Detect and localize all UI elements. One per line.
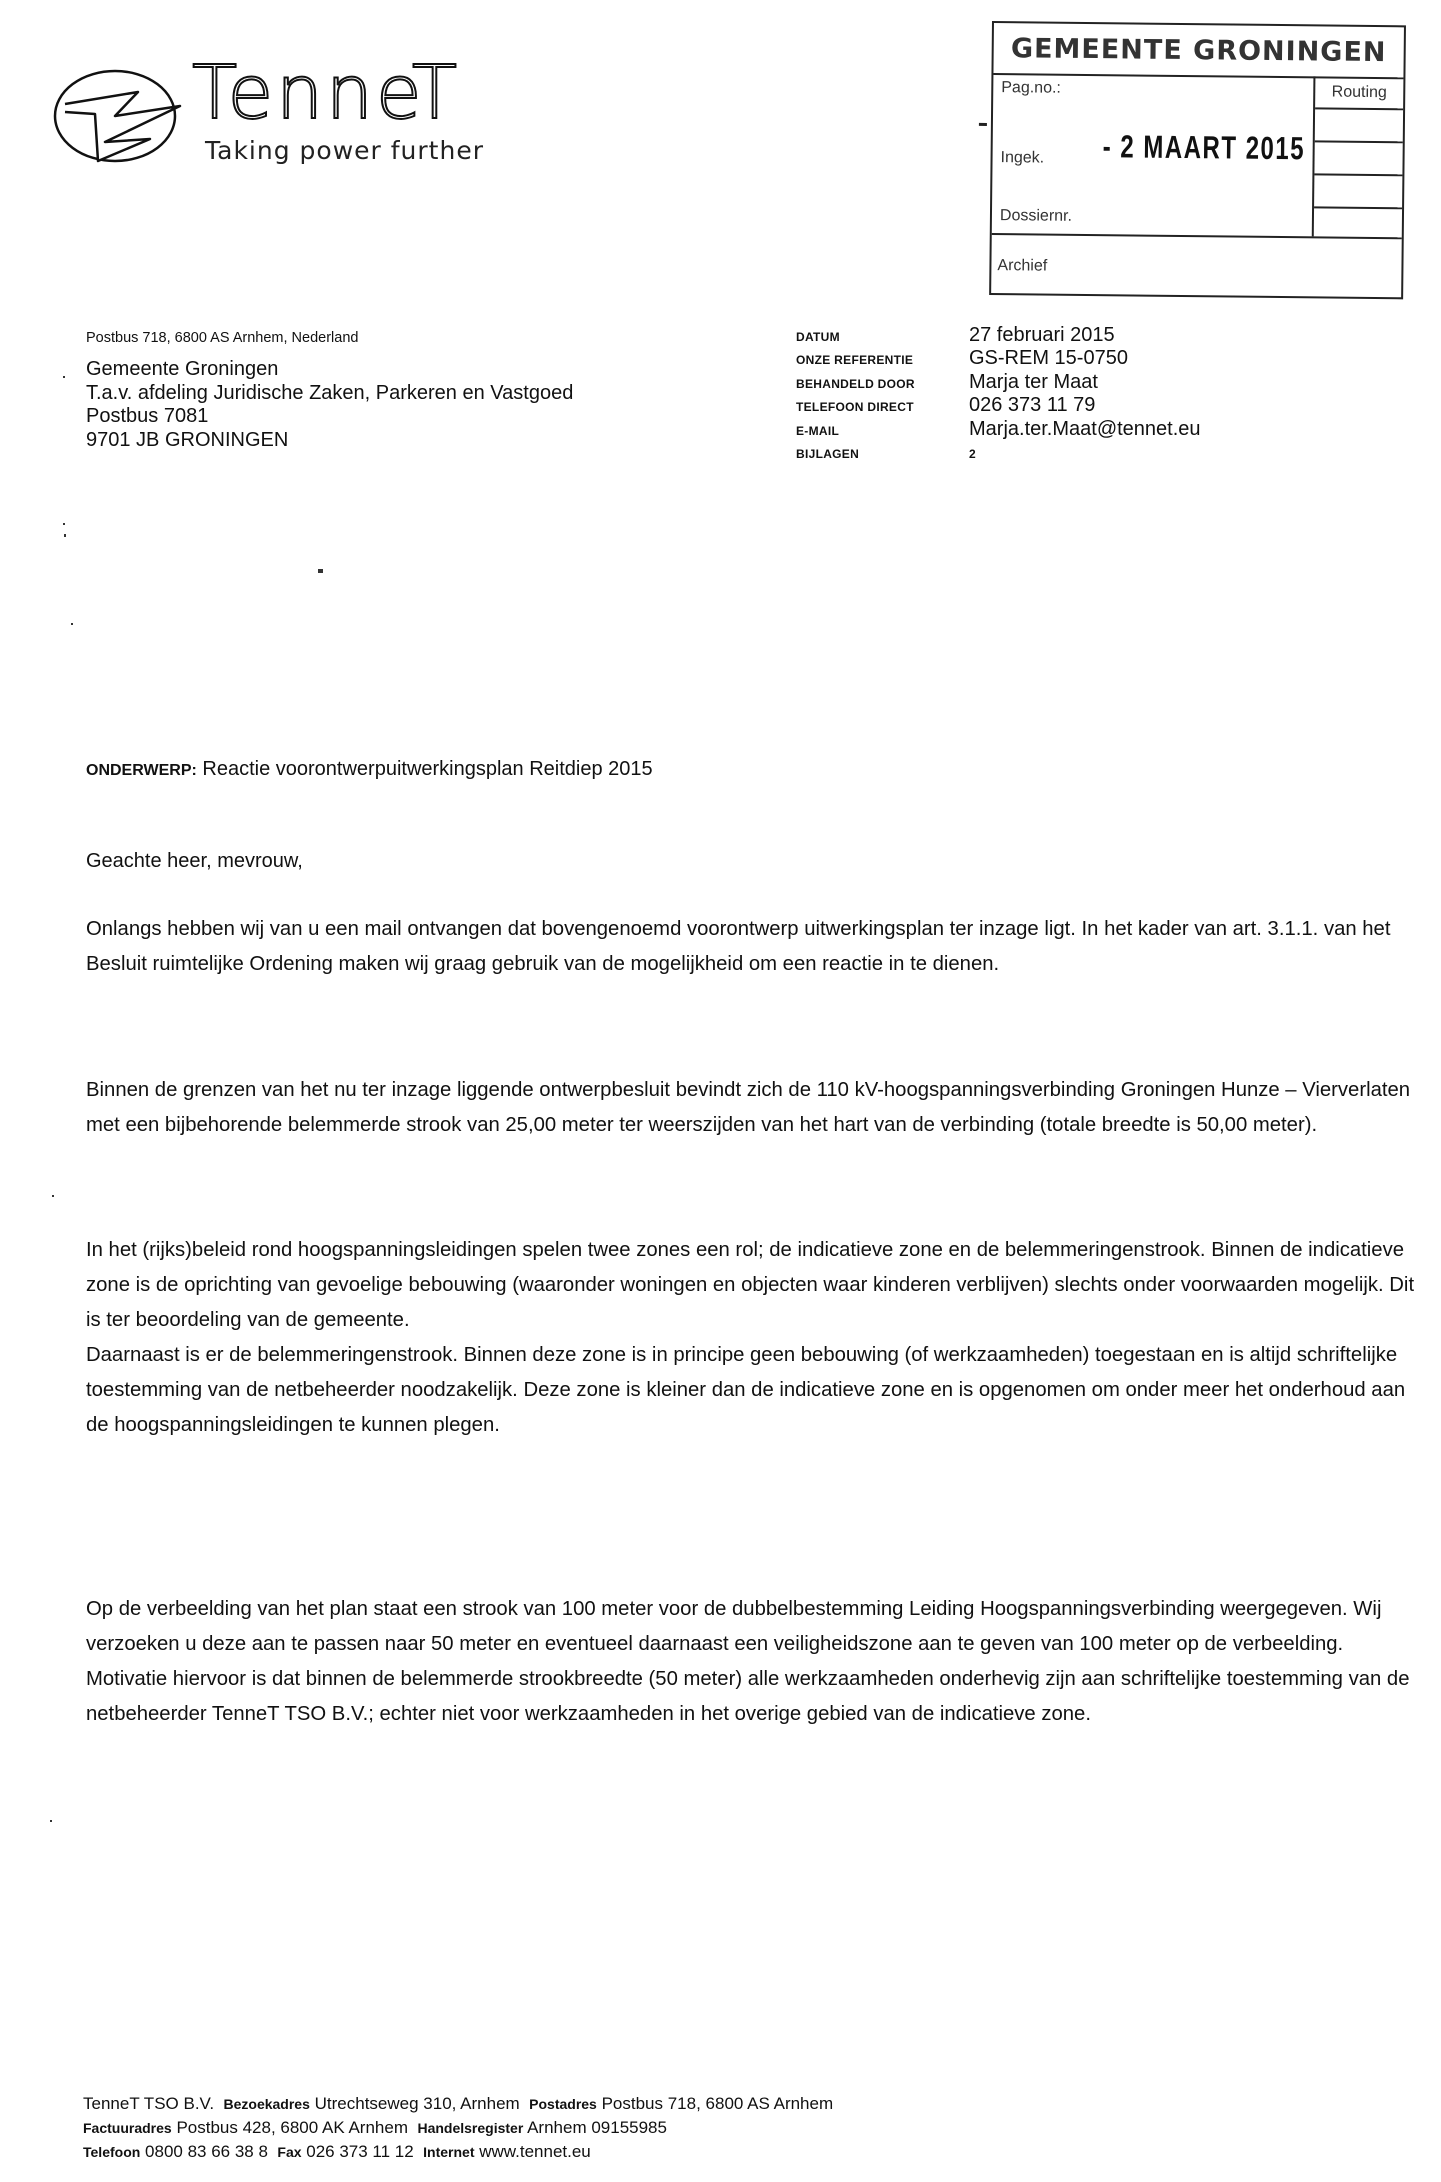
stamp-routing-cell (1315, 109, 1403, 143)
meta-key: BIJLAGEN (796, 447, 860, 461)
subject-text: Reactie voorontwerpuitwerkingsplan Reitdiep 2015 (202, 758, 653, 780)
stamp-routing-cell (1314, 208, 1402, 240)
meta-key: DATUM (796, 329, 840, 344)
footer-registry-value: Arnhem 09155985 (527, 2118, 667, 2137)
footer-line-1 (83, 2092, 833, 2116)
received-stamp (989, 21, 1406, 299)
stamp-routing-column (1314, 76, 1404, 237)
meta-key: ONZE REFERENTIE (796, 353, 914, 367)
footer-web-label: Internet (423, 2144, 475, 2160)
footer-phone-value: 0800 83 66 38 8 (145, 2142, 268, 2161)
body-paragraph-2 (86, 1073, 1426, 1143)
meta-value: Marja ter Maat (969, 370, 1098, 393)
body-paragraph-3 (86, 1233, 1426, 1443)
stamp-routing-label: Routing (1315, 76, 1403, 110)
meta-row-phone (796, 394, 1201, 418)
paragraph-text: Motivatie hiervoor is dat binnen de belemmerde strookbreedte (50 meter) alle werkzaamheden onderhevig zijn aan schriftelijke toestemming van de netbeheerder TenneT TSO B.V.; echter niet voor werkzaamheden in het overige gebied van de indicatieve zone. (86, 1668, 1410, 1725)
meta-value: 27 februari 2015 (969, 323, 1115, 346)
scan-speck (63, 376, 65, 378)
recipient-line: T.a.v. afdeling Juridische Zaken, Parkeren en Vastgoed (86, 381, 574, 404)
paragraph-text: Onlangs hebben wij van u een mail ontvangen dat bovengenoemd voorontwerp uitwerkingsplan ter inzage ligt. In het kader van art. 3.1.1. van het Besluit ruimtelijke Ordening maken wij graag gebruik van de mogelijkheid om een reactie in te dienen. (86, 918, 1391, 975)
footer-post-label: Postadres (529, 2096, 597, 2112)
scan-speck (318, 569, 323, 573)
meta-value: 026 373 11 79 (969, 394, 1096, 416)
footer-registry-label: Handelsregister (417, 2120, 524, 2136)
recipient-line: 9701 JB GRONINGEN (86, 428, 289, 451)
meta-key: TELEFOON DIRECT (796, 400, 914, 414)
tennet-lightning-icon (50, 64, 190, 164)
stamp-title: GEMEENTE GRONINGEN (993, 23, 1404, 79)
scan-speck (71, 623, 73, 625)
salutation: Geachte heer, mevrouw, (86, 850, 303, 872)
body-paragraph-4 (86, 1592, 1426, 1732)
tennet-logo (50, 50, 500, 170)
logo-tagline: Taking power further (205, 136, 484, 165)
scan-speck (50, 1820, 52, 1822)
body-paragraph-1 (86, 912, 1426, 982)
meta-key: E-MAIL (796, 423, 840, 438)
subject-line (86, 758, 653, 781)
meta-key: BEHANDELD DOOR (796, 376, 915, 391)
paragraph-text: In het (rijks)beleid rond hoogspanningsleidingen spelen twee zones een rol; de indicatieve zone en de belemmeringenstrook. Binnen de indicatieve zone is de oprichting van gevoelige bebouwing (waaronder woningen en objecten waar kinderen verblijven) slechts onder voorwaarden mogelijk. Dit is ter beoordeling van de gemeente. (86, 1239, 1415, 1331)
letter-footer (83, 2092, 833, 2164)
footer-line-2 (83, 2116, 833, 2140)
footer-web-value[interactable]: www.tennet.eu (479, 2142, 591, 2161)
footer-fax-label: Fax (277, 2144, 302, 2160)
stamp-routing-cell (1314, 142, 1402, 176)
stamp-received-label: Ingek. (1000, 149, 1045, 167)
scan-speck (63, 523, 65, 525)
meta-row-email (796, 417, 1201, 441)
paragraph-text: Binnen de grenzen van het nu ter inzage liggende ontwerpbesluit bevindt zich de 110 kV-hoogspanningsverbinding Groningen Hunze – Vierverlaten met een bijbehorende belemmerde strook van 25,00 meter ter weerszijden van het hart van de verbinding (totale breedte is 50,00 meter). (86, 1079, 1411, 1136)
meta-value: GS-REM 15-0750 (969, 347, 1128, 369)
recipient-address (86, 358, 573, 452)
footer-invoice-label: Factuuradres (83, 2120, 172, 2136)
sender-return-address: Postbus 718, 6800 AS Arnhem, Nederland (86, 330, 359, 346)
stamp-received-date: - 2 MAART 2015 (1102, 128, 1306, 167)
scan-speck (64, 534, 66, 537)
stamp-page-label: Pag.no.: (1001, 79, 1061, 97)
meta-row-attachments (796, 441, 1201, 465)
recipient-line: Postbus 7081 (86, 405, 209, 427)
footer-company: TenneT TSO B.V. (83, 2094, 215, 2113)
meta-email-value[interactable]: Marja.ter.Maat@tennet.eu (969, 417, 1201, 440)
recipient-line: Gemeente Groningen (86, 358, 279, 380)
logo-wordmark: TenneT (192, 50, 461, 136)
footer-visit-label: Bezoekadres (223, 2096, 310, 2112)
meta-row-date (796, 323, 1201, 347)
footer-invoice-value: Postbus 428, 6800 AK Arnhem (176, 2118, 408, 2137)
subject-label: ONDERWERP: (86, 762, 197, 779)
stamp-dossier-label: Dossiernr. (999, 207, 1073, 225)
stamp-main-area (992, 73, 1316, 236)
stamp-mark (979, 123, 987, 126)
stamp-routing-cell (1314, 175, 1402, 209)
footer-phone-label: Telefoon (83, 2144, 141, 2160)
footer-line-3 (83, 2140, 833, 2164)
footer-visit-value: Utrechtseweg 310, Arnhem (314, 2094, 520, 2113)
scan-speck (52, 1195, 54, 1197)
footer-post-value: Postbus 718, 6800 AS Arnhem (601, 2094, 834, 2113)
paragraph-text: Op de verbeelding van het plan staat een strook van 100 meter voor de dubbelbestemming Leiding Hoogspanningsverbinding weergegeven. Wij verzoeken u deze aan te passen naar 50 meter en eventueel daarnaast een veiligheidszone aan te geven van 100 meter op de verbeelding. (86, 1598, 1382, 1655)
paragraph-text: Daarnaast is er de belemmeringenstrook. Binnen deze zone is in principe geen bebouwing (of werkzaamheden) toegestaan en is altijd schriftelijke toestemming van de netbeheerder noodzakelijk. Deze zone is kleiner dan de indicatieve zone en is opgenomen om onder meer het onderhoud aan de hoogspanningsleidingen te kunnen plegen. (86, 1344, 1406, 1436)
stamp-archive-label: Archief (991, 233, 1402, 297)
meta-row-reference (796, 347, 1201, 371)
meta-value: 2 (969, 447, 976, 461)
letter-metadata (796, 323, 1201, 464)
footer-fax-value: 026 373 11 12 (306, 2142, 414, 2161)
meta-row-handled-by (796, 370, 1201, 394)
